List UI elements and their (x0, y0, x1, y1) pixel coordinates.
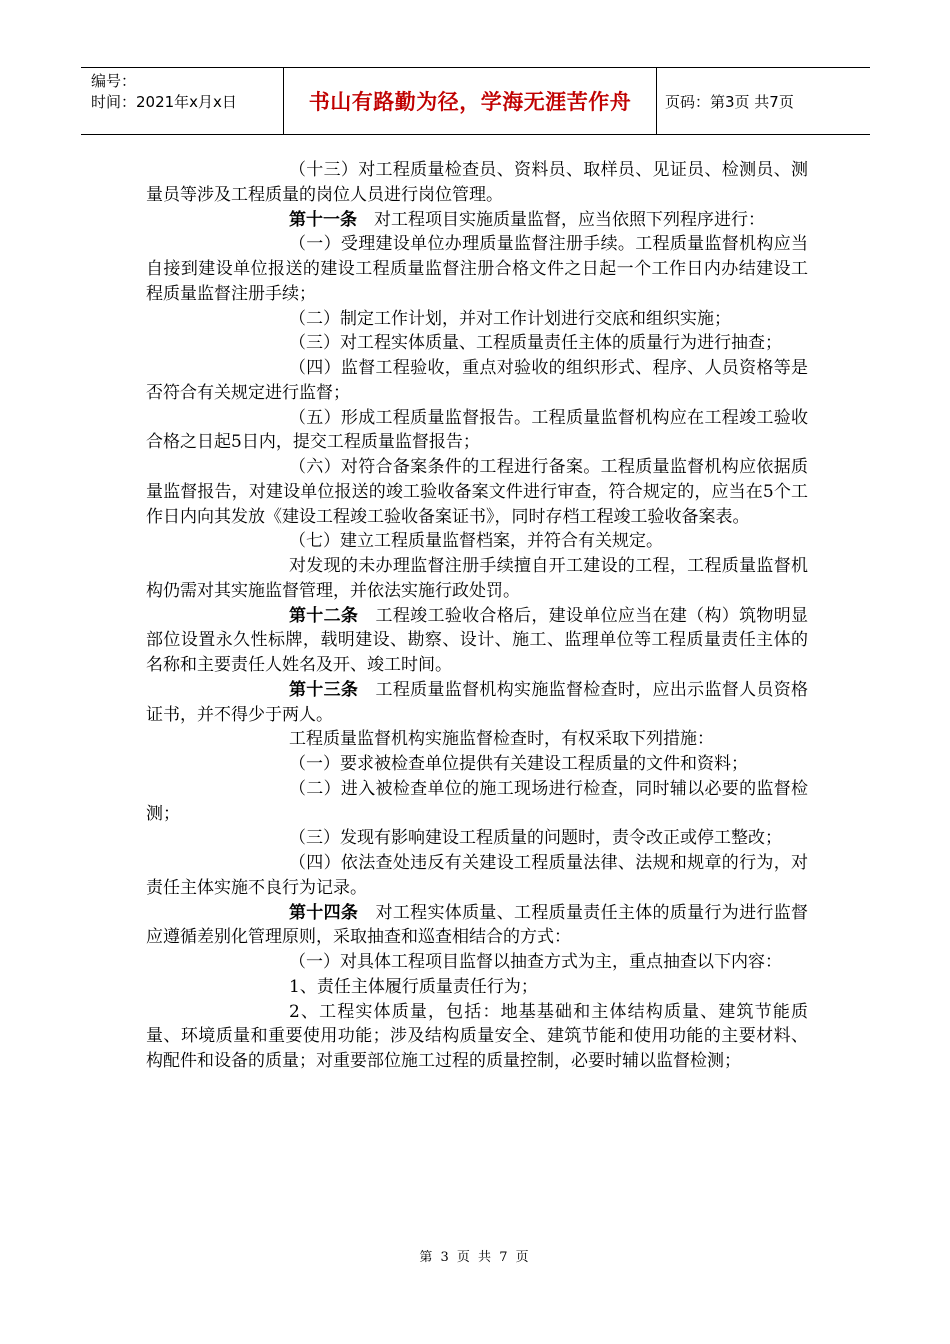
paragraph-3: （一）受理建设单位办理质量监督注册手续。工程质量监督机构应当自接到建设单位报送的建设工程质量监督注册合格文件之日起一个工作日内办结建设工程质量监督注册手续； (146, 234, 808, 304)
paragraph-15: （二）进入被检查单位的施工现场进行检查，同时辅以必要的监督检测； (146, 778, 808, 824)
paragraph-13: 工程质量监督机构实施监督检查时，有权采取下列措施： (289, 729, 714, 750)
page-footer: 第 3 页 共 7 页 (419, 1250, 531, 1265)
paragraph-7: （五）形成工程质量监督报告。工程质量监督机构应在工程竣工验收合格之日起5日内，提交工程质量监督报告； (146, 407, 808, 453)
document-number-label: 编号： (91, 72, 137, 90)
header-motto: 书山有路勤为径，学海无涯苦作舟 (284, 68, 657, 134)
document-body (146, 158, 808, 1074)
article-heading: 第十三条 (289, 679, 359, 700)
article-heading: 第十四条 (289, 902, 359, 923)
document-time-label: 时间：2021年x月x日 (91, 93, 237, 111)
paragraph-21: 2、工程实体质量，包括：地基基础和主体结构质量、建筑节能质量、环境质量和重要使用功能；涉及结构质量安全、建筑节能和使用功能的主要材料、构配件和设备的质量；对重要部位施工过程的质量控制，必要时辅以监督检测； (146, 1001, 808, 1071)
article-14: 第十四条 对工程实体质量、工程质量责任主体的质量行为进行监督应遵循差别化管理原则，采取抽查和巡查相结合的方式： (146, 902, 809, 948)
paragraph-17: （四）依法查处违反有关建设工程质量法律、法规和规章的行为，对责任主体实施不良行为记录。 (146, 853, 808, 898)
paragraph-8: （六）对符合备案条件的工程进行备案。工程质量监督机构应依据质量监督报告，对建设单位报送的竣工验收备案文件进行审查，符合规定的，应当在5个工作日内向其发放《建设工程竣工验收备案证书》，同时存档工程竣工验收备案表。 (146, 457, 808, 527)
article-heading: 第十一条 (289, 209, 357, 230)
paragraph-1: （十三）对工程质量检查员、资料员、取样员、见证员、检测员、测量员等涉及工程质量的岗位人员进行岗位管理。 (146, 160, 808, 205)
article-11: 第十一条 对工程项目实施质量监督，应当依照下列程序进行： (289, 209, 765, 230)
article-12: 第十二条 工程竣工验收合格后，建设单位应当在建（构）筑物明显部位设置永久性标牌，载明建设、勘察、设计、施工、监理单位等工程质量责任主体的名称和主要责任人姓名及开、竣工时间。 (146, 605, 809, 675)
paragraph-9: （七）建立工程质量监督档案，并符合有关规定。 (289, 531, 663, 552)
paragraph-10: 对发现的未办理监督注册手续擅自开工建设的工程，工程质量监督机构仍需对其实施监督管理，并依法实施行政处罚。 (146, 556, 808, 601)
article-13: 第十三条 工程质量监督机构实施监督检查时，应出示监督人员资格证书，并不得少于两人。 (146, 679, 809, 725)
paragraph-5: （三）对工程实体质量、工程质量责任主体的质量行为进行抽查； (289, 333, 782, 354)
paragraph-14: （一）要求被检查单位提供有关建设工程质量的文件和资料； (289, 754, 748, 774)
paragraph-19: （一）对具体工程项目监督以抽查方式为主，重点抽查以下内容： (289, 952, 782, 972)
paragraph-6: （四）监督工程验收，重点对验收的组织形式、程序、人员资格等是否符合有关规定进行监督； (146, 358, 808, 403)
article-heading: 第十二条 (289, 605, 359, 626)
paragraph-4: （二）制定工作计划，并对工作计划进行交底和组织实施； (289, 308, 731, 329)
paragraph-16: （三）发现有影响建设工程质量的问题时，责令改正或停工整改； (289, 828, 782, 849)
paragraph-20: 1、责任主体履行质量责任行为； (289, 976, 538, 997)
page-header (81, 67, 870, 135)
header-page-label: 页码：第3页 共7页 (665, 92, 794, 111)
header-meta (81, 68, 284, 134)
